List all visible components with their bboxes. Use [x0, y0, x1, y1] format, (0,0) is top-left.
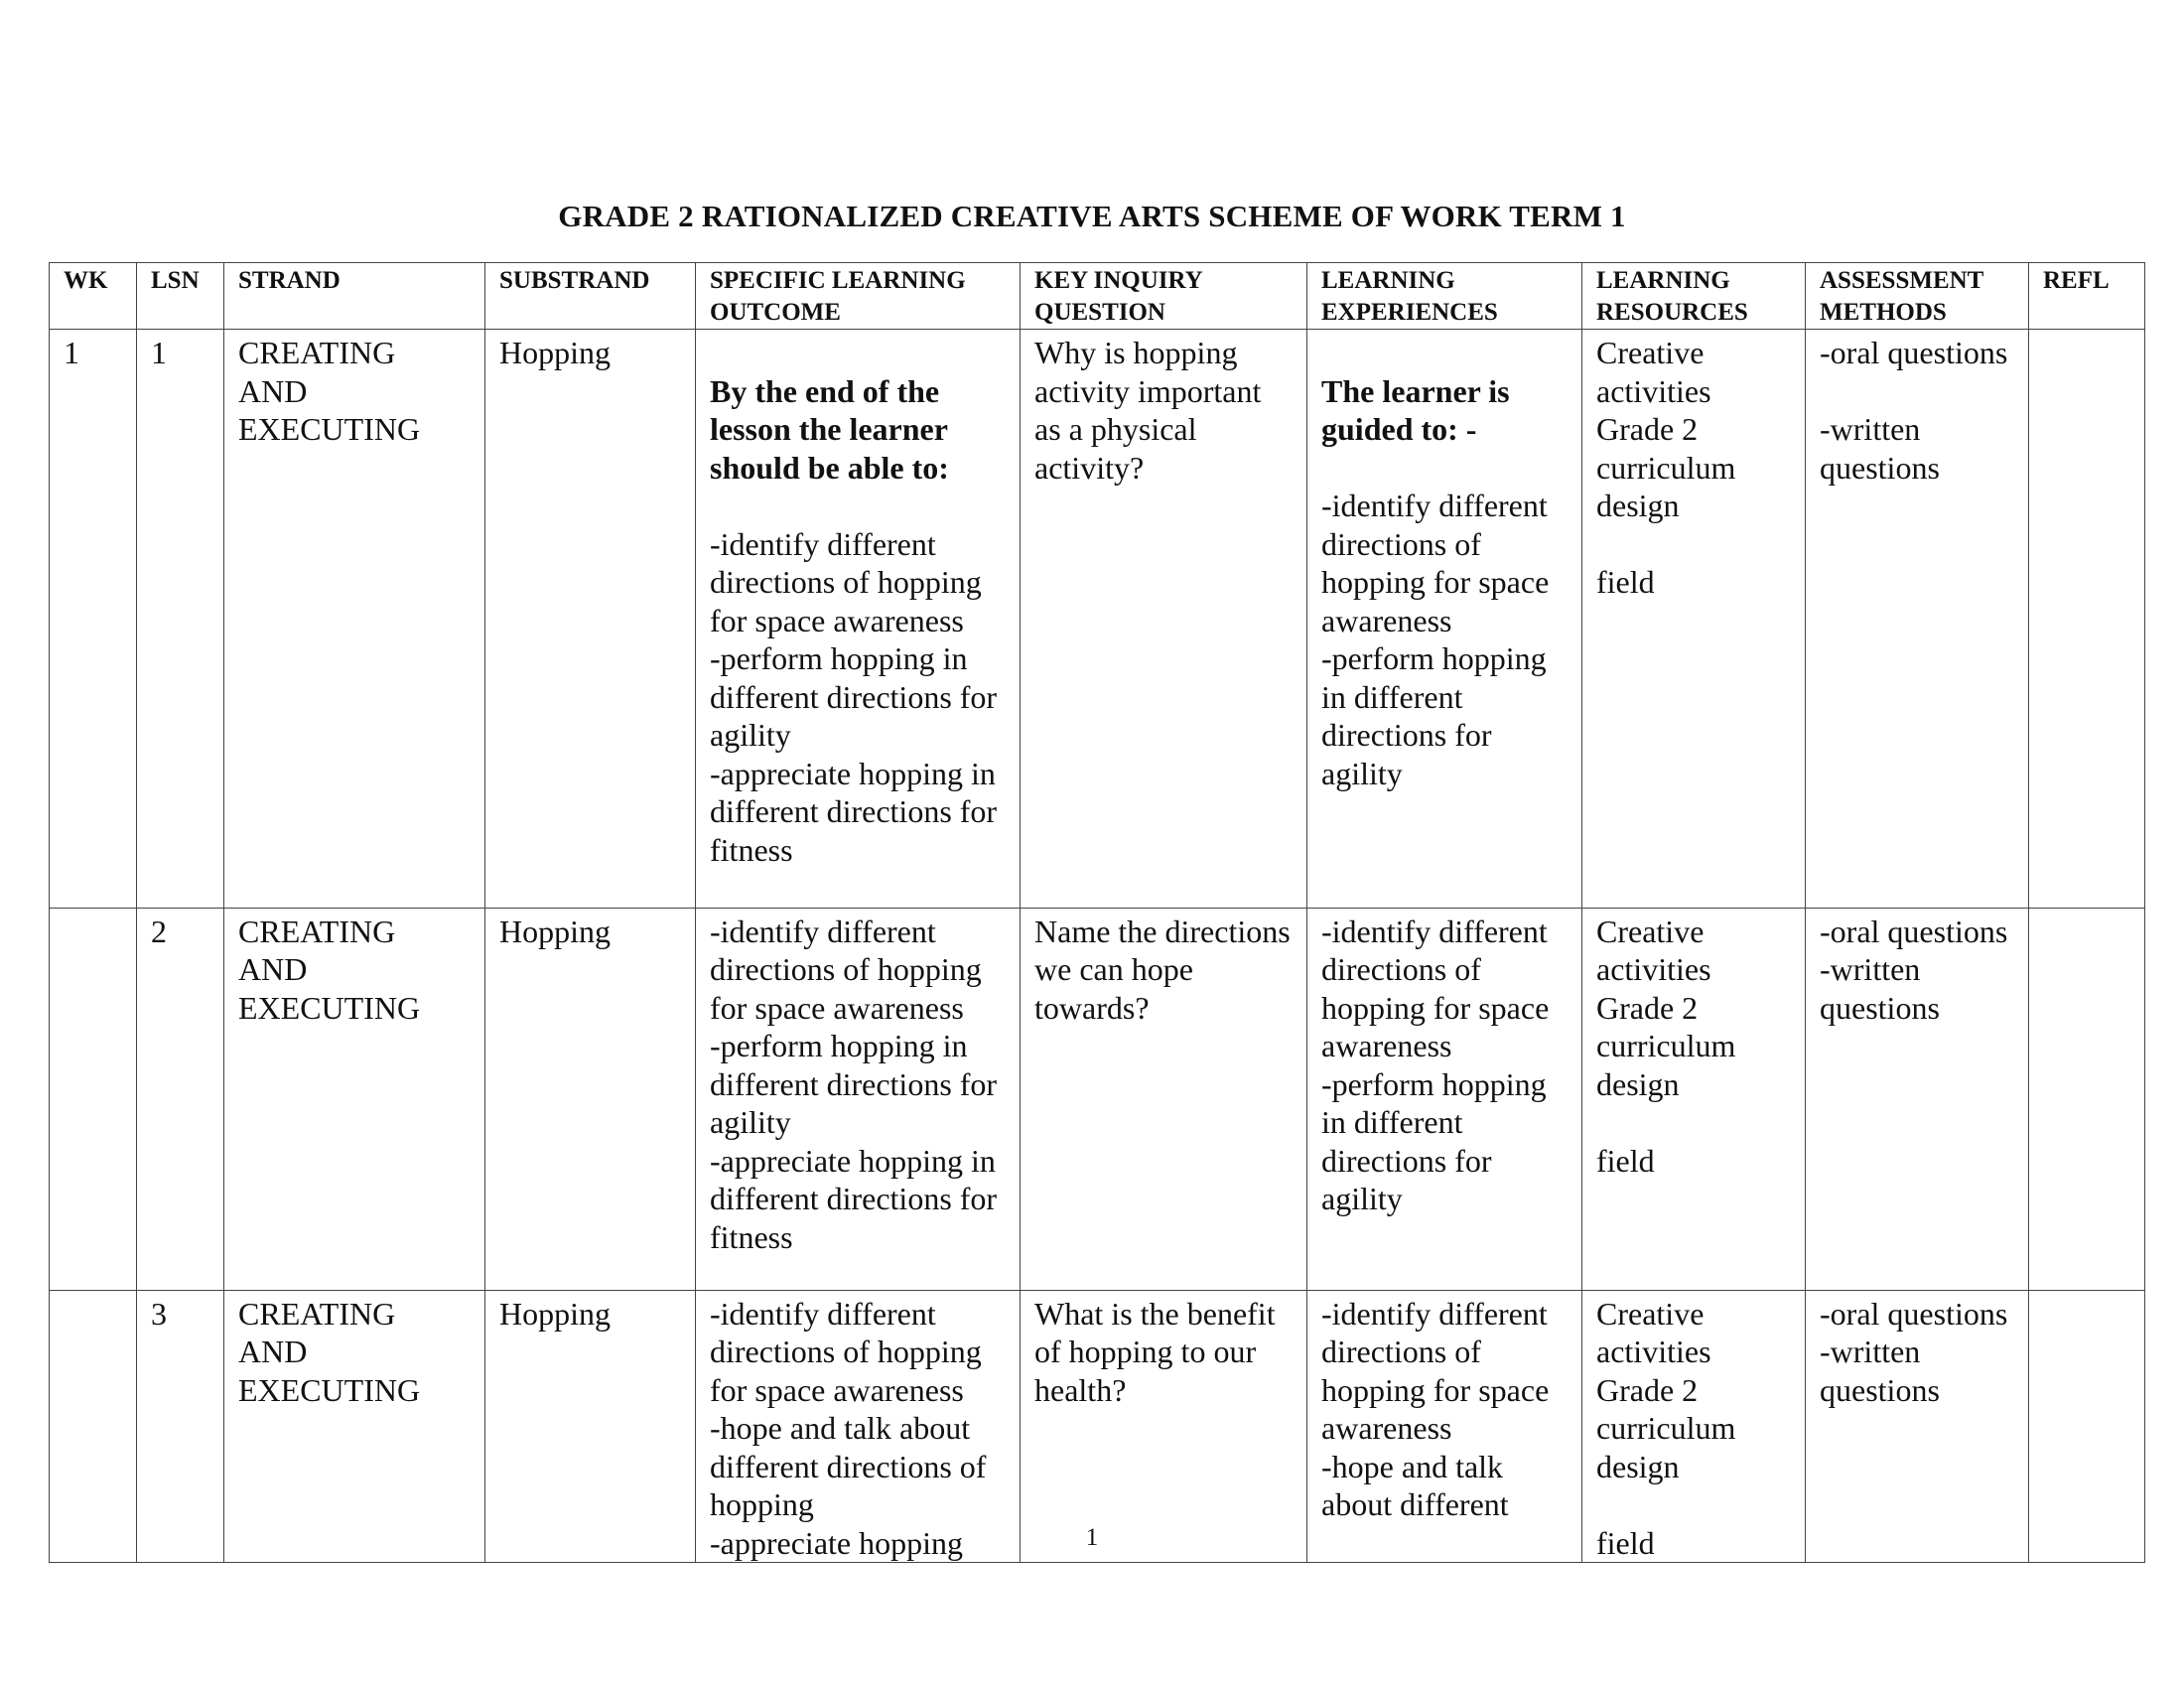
cell-learning-resources: Creative activities Grade 2 curriculum design field [1582, 908, 1806, 1290]
cell-assessment-methods: -oral questions -written questions [1806, 1290, 2029, 1563]
table-row [50, 330, 2145, 909]
header-assessment-methods: ASSESSMENT METHODS [1806, 263, 2029, 330]
table-row [50, 1290, 2145, 1563]
cell-assessment-methods: -oral questions -written questions [1806, 330, 2029, 909]
cell-specific-learning-outcome: -identify different directions of hopping for space awareness -perform hopping in different directions for agility -appreciate hopping in different directions for fitness [696, 908, 1021, 1290]
cell-lsn: 2 [137, 908, 224, 1290]
header-substrand: SUBSTRAND [485, 263, 696, 330]
cell-wk: 1 [50, 330, 137, 909]
header-learning-resources: LEARNING RESOURCES [1582, 263, 1806, 330]
cell-learning-experiences: -identify different directions of hopping for space awareness -perform hopping in different directions for agility [1307, 908, 1582, 1290]
cell-specific-learning-outcome [696, 330, 1021, 909]
cell-learning-experiences: -identify different directions of hopping for space awareness -hope and talk about different [1307, 1290, 1582, 1563]
cell-strand: CREATING AND EXECUTING [224, 908, 485, 1290]
experiences-text: -identify different directions of hopping for space awareness -perform hopping in different directions for agility [1321, 488, 1550, 791]
header-key-inquiry-question: KEY INQUIRY QUESTION [1021, 263, 1307, 330]
cell-substrand: Hopping [485, 1290, 696, 1563]
cell-strand: CREATING AND EXECUTING [224, 1290, 485, 1563]
cell-wk [50, 1290, 137, 1563]
cell-reflection [2029, 908, 2145, 1290]
header-learning-experiences: LEARNING EXPERIENCES [1307, 263, 1582, 330]
header-lsn: LSN [137, 263, 224, 330]
cell-reflection [2029, 330, 2145, 909]
cell-reflection [2029, 1290, 2145, 1563]
table-header-row [50, 263, 2145, 330]
cell-wk [50, 908, 137, 1290]
cell-key-inquiry-question: Why is hopping activity important as a physical activity? [1021, 330, 1307, 909]
outcome-text: -identify different directions of hopping for space awareness -perform hopping in different directions for agility -appreciate hopping in different directions for fitness [710, 525, 998, 868]
header-wk: WK [50, 263, 137, 330]
page-number: 1 [1085, 1524, 1099, 1551]
cell-learning-experiences [1307, 330, 1582, 909]
cell-key-inquiry-question: What is the benefit of hopping to our health? [1021, 1290, 1307, 1563]
header-reflection: REFL [2029, 263, 2145, 330]
cell-learning-resources: Creative activities Grade 2 curriculum design field [1582, 1290, 1806, 1563]
table-row [50, 908, 2145, 1290]
cell-key-inquiry-question: Name the directions we can hope towards? [1021, 908, 1307, 1290]
experiences-lead-text: The learner is guided to: - [1321, 372, 1510, 447]
cell-substrand: Hopping [485, 330, 696, 909]
header-strand: STRAND [224, 263, 485, 330]
header-specific-learning-outcome: SPECIFIC LEARNING OUTCOME [696, 263, 1021, 330]
cell-substrand: Hopping [485, 908, 696, 1290]
cell-specific-learning-outcome: -identify different directions of hopping for space awareness -hope and talk about different directions of hopping -appreciate hopping [696, 1290, 1021, 1563]
scheme-of-work-table [49, 262, 2145, 1563]
cell-strand: CREATING AND EXECUTING [224, 330, 485, 909]
cell-lsn: 1 [137, 330, 224, 909]
cell-lsn: 3 [137, 1290, 224, 1563]
cell-assessment-methods: -oral questions -written questions [1806, 908, 2029, 1290]
document-title: GRADE 2 RATIONALIZED CREATIVE ARTS SCHEME OF WORK TERM 1 [558, 199, 1626, 233]
outcome-lead-text: By the end of the lesson the learner should be able to: [710, 372, 949, 486]
cell-learning-resources: Creative activities Grade 2 curriculum design field [1582, 330, 1806, 909]
